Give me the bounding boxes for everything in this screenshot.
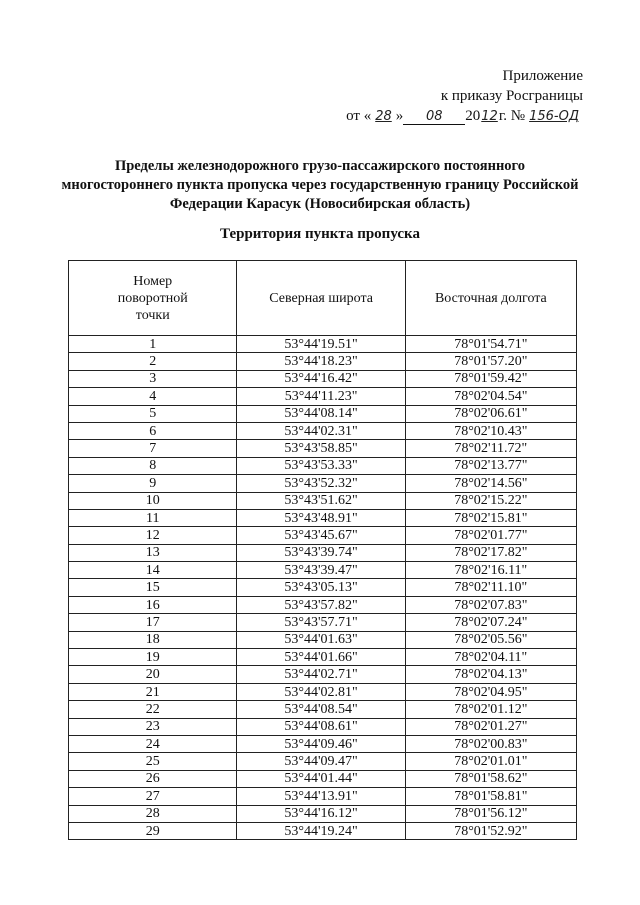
- point-number-cell: 28: [69, 805, 237, 822]
- order-number: 156-ОД: [529, 109, 579, 124]
- appendix-order-ref: к приказу Росграницы: [440, 88, 583, 104]
- latitude-cell: 53°44'01.66": [237, 649, 405, 666]
- latitude-cell: 53°43'53.33": [237, 457, 405, 474]
- table-row: [69, 544, 577, 561]
- table-row: [69, 805, 577, 822]
- latitude-cell: 53°43'39.74": [237, 544, 405, 561]
- longitude-cell: 78°02'11.72": [405, 440, 576, 457]
- longitude-cell: 78°02'14.56": [405, 475, 576, 492]
- table-row: [69, 336, 577, 353]
- longitude-cell: 78°01'57.20": [405, 353, 576, 370]
- date-month: 08: [425, 109, 443, 124]
- latitude-cell: 53°44'11.23": [237, 388, 405, 405]
- latitude-cell: 53°43'48.91": [237, 509, 405, 526]
- table-row: [69, 753, 577, 770]
- latitude-cell: 53°44'08.61": [237, 718, 405, 735]
- appendix-date-line: [346, 106, 583, 127]
- date-mid: »: [395, 108, 404, 124]
- longitude-cell: 78°02'11.10": [405, 579, 576, 596]
- point-number-cell: 5: [69, 405, 237, 422]
- table-row: [69, 596, 577, 613]
- coordinates-table: [68, 260, 577, 840]
- longitude-cell: 78°02'04.54": [405, 388, 576, 405]
- longitude-cell: 78°01'52.92": [405, 822, 576, 839]
- table-row: [69, 683, 577, 700]
- appendix-label: Приложение: [502, 68, 583, 84]
- table-row: [69, 492, 577, 509]
- longitude-cell: 78°02'01.01": [405, 753, 576, 770]
- table-row: [69, 388, 577, 405]
- document-title: Пределы железнодорожного грузо-пассажирского постоянного многостороннего пункта пропуска через государственную границу Российской Федерации Карасук (Новосибирская область): [61, 158, 579, 212]
- table-row: [69, 718, 577, 735]
- longitude-cell: 78°02'04.95": [405, 683, 576, 700]
- point-number-cell: 24: [69, 735, 237, 752]
- point-number-cell: 16: [69, 596, 237, 613]
- latitude-cell: 53°44'16.42": [237, 370, 405, 387]
- point-number-cell: 4: [69, 388, 237, 405]
- longitude-cell: 78°01'59.42": [405, 370, 576, 387]
- point-number-cell: 11: [69, 509, 237, 526]
- longitude-cell: 78°02'15.81": [405, 509, 576, 526]
- longitude-cell: 78°02'01.77": [405, 527, 576, 544]
- latitude-cell: 53°44'19.24": [237, 822, 405, 839]
- latitude-cell: 53°44'09.47": [237, 753, 405, 770]
- longitude-cell: 78°02'04.13": [405, 666, 576, 683]
- latitude-cell: 53°43'57.82": [237, 596, 405, 613]
- longitude-cell: 78°02'10.43": [405, 422, 576, 439]
- header-latitude: Северная широта: [237, 261, 405, 336]
- point-number-cell: 18: [69, 631, 237, 648]
- table-row: [69, 370, 577, 387]
- table-row: [69, 770, 577, 787]
- table-row: [69, 562, 577, 579]
- point-number-cell: 26: [69, 770, 237, 787]
- table-row: [69, 614, 577, 631]
- table-row: [69, 579, 577, 596]
- latitude-cell: 53°43'45.67": [237, 527, 405, 544]
- longitude-cell: 78°02'07.24": [405, 614, 576, 631]
- table-row: [69, 666, 577, 683]
- table-row: [69, 405, 577, 422]
- latitude-cell: 53°44'13.91": [237, 788, 405, 805]
- table-header-row: [69, 261, 577, 336]
- longitude-cell: 78°01'54.71": [405, 336, 576, 353]
- date-prefix: от «: [346, 108, 372, 124]
- latitude-cell: 53°44'19.51": [237, 336, 405, 353]
- table-row: [69, 527, 577, 544]
- latitude-cell: 53°43'05.13": [237, 579, 405, 596]
- point-number-cell: 15: [69, 579, 237, 596]
- longitude-cell: 78°02'00.83": [405, 735, 576, 752]
- point-number-cell: 3: [69, 370, 237, 387]
- latitude-cell: 53°43'57.71": [237, 614, 405, 631]
- point-number-cell: 1: [69, 336, 237, 353]
- point-number-cell: 10: [69, 492, 237, 509]
- latitude-cell: 53°44'18.23": [237, 353, 405, 370]
- date-month-field: [403, 109, 465, 125]
- longitude-cell: 78°02'05.56": [405, 631, 576, 648]
- table-row: [69, 788, 577, 805]
- point-number-cell: 17: [69, 614, 237, 631]
- table-row: [69, 509, 577, 526]
- latitude-cell: 53°43'39.47": [237, 562, 405, 579]
- date-year: 12: [481, 109, 498, 124]
- latitude-cell: 53°44'02.81": [237, 683, 405, 700]
- latitude-cell: 53°44'02.31": [237, 422, 405, 439]
- latitude-cell: 53°44'08.54": [237, 701, 405, 718]
- point-number-cell: 12: [69, 527, 237, 544]
- point-number-cell: 25: [69, 753, 237, 770]
- latitude-cell: 53°44'01.63": [237, 631, 405, 648]
- longitude-cell: 78°02'06.61": [405, 405, 576, 422]
- table-row: [69, 735, 577, 752]
- longitude-cell: 78°01'58.81": [405, 788, 576, 805]
- date-year-prefix: 20: [465, 108, 481, 124]
- table-row: [69, 422, 577, 439]
- header-point-number: Номер поворотной точки: [69, 261, 237, 336]
- point-number-cell: 20: [69, 666, 237, 683]
- point-number-cell: 13: [69, 544, 237, 561]
- point-number-cell: 9: [69, 475, 237, 492]
- longitude-cell: 78°01'56.12": [405, 805, 576, 822]
- date-number-label: г. №: [498, 108, 526, 124]
- point-number-cell: 6: [69, 422, 237, 439]
- table-row: [69, 457, 577, 474]
- point-number-cell: 19: [69, 649, 237, 666]
- latitude-cell: 53°44'16.12": [237, 805, 405, 822]
- longitude-cell: 78°01'58.62": [405, 770, 576, 787]
- point-number-cell: 22: [69, 701, 237, 718]
- table-row: [69, 353, 577, 370]
- appendix-header: [346, 66, 583, 127]
- point-number-cell: 14: [69, 562, 237, 579]
- longitude-cell: 78°02'01.27": [405, 718, 576, 735]
- longitude-cell: 78°02'15.22": [405, 492, 576, 509]
- document-subtitle: Территория пункта пропуска: [220, 226, 420, 242]
- table-row: [69, 701, 577, 718]
- point-number-cell: 21: [69, 683, 237, 700]
- point-number-cell: 2: [69, 353, 237, 370]
- table-row: [69, 475, 577, 492]
- longitude-cell: 78°02'07.83": [405, 596, 576, 613]
- latitude-cell: 53°44'02.71": [237, 666, 405, 683]
- latitude-cell: 53°44'09.46": [237, 735, 405, 752]
- header-longitude: Восточная долгота: [405, 261, 576, 336]
- longitude-cell: 78°02'17.82": [405, 544, 576, 561]
- latitude-cell: 53°43'58.85": [237, 440, 405, 457]
- longitude-cell: 78°02'04.11": [405, 649, 576, 666]
- latitude-cell: 53°43'52.32": [237, 475, 405, 492]
- date-day: 28: [375, 109, 392, 124]
- table-row: [69, 440, 577, 457]
- latitude-cell: 53°44'08.14": [237, 405, 405, 422]
- point-number-cell: 27: [69, 788, 237, 805]
- longitude-cell: 78°02'01.12": [405, 701, 576, 718]
- point-number-cell: 8: [69, 457, 237, 474]
- longitude-cell: 78°02'16.11": [405, 562, 576, 579]
- latitude-cell: 53°43'51.62": [237, 492, 405, 509]
- point-number-cell: 29: [69, 822, 237, 839]
- table-row: [69, 631, 577, 648]
- table-row: [69, 822, 577, 839]
- latitude-cell: 53°44'01.44": [237, 770, 405, 787]
- longitude-cell: 78°02'13.77": [405, 457, 576, 474]
- point-number-cell: 7: [69, 440, 237, 457]
- table-row: [69, 649, 577, 666]
- point-number-cell: 23: [69, 718, 237, 735]
